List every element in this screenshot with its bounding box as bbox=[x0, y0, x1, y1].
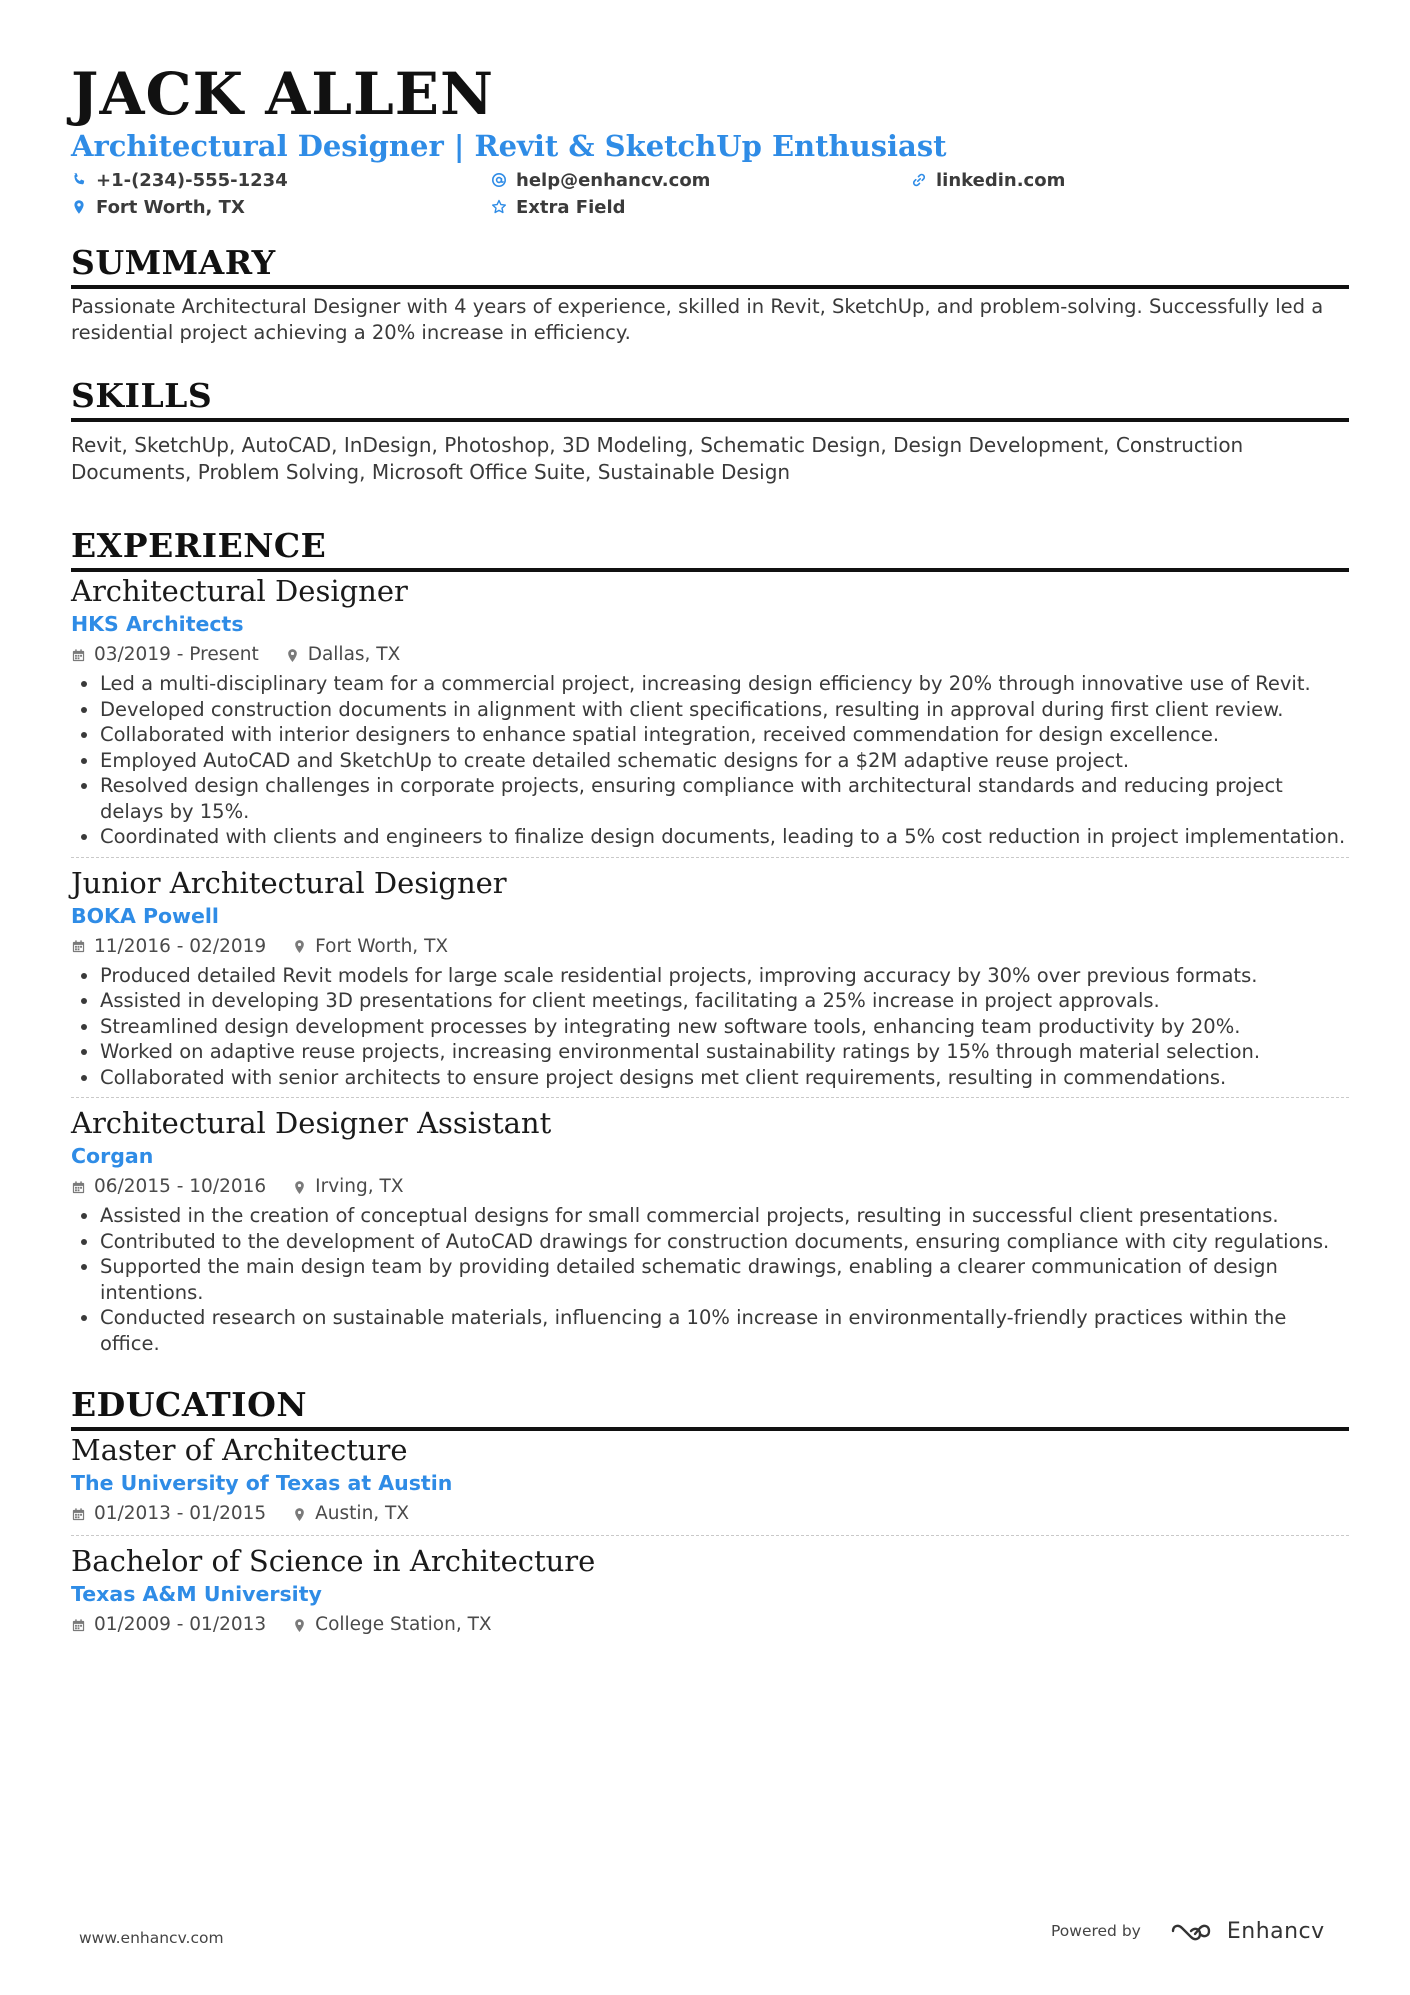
entry-meta bbox=[71, 1611, 1349, 1639]
company-name[interactable]: BOKA Powell bbox=[71, 903, 219, 928]
phone-icon bbox=[71, 172, 89, 190]
bullet-item: • Contributed to the development of AutoCAD drawings for construction documents, ensuring compliance with city regulations. bbox=[100, 1229, 1349, 1255]
bullet-item: • Streamlined design development processes by integrating new software tools, enhancing team productivity by 20%. bbox=[100, 1014, 1349, 1040]
linkedin[interactable]: linkedin.com bbox=[911, 170, 1331, 192]
education-list bbox=[71, 1431, 1349, 1646]
entry-meta bbox=[71, 933, 1349, 961]
experience-section bbox=[71, 526, 1349, 1363]
entry-dates: 01/2013 - 01/2015 bbox=[94, 1503, 267, 1524]
footer-branding bbox=[1051, 1918, 1325, 1944]
summary-section bbox=[71, 243, 1349, 346]
entry-location: Irving, TX bbox=[315, 1176, 404, 1197]
bullet-item: • Produced detailed Revit models for large scale residential projects, improving accuracy by 30% over previous formats. bbox=[100, 963, 1349, 989]
bullet-item: • Conducted research on sustainable materials, influencing a 10% increase in environmentally-friendly practices within the office. bbox=[100, 1305, 1349, 1356]
experience-entry bbox=[71, 572, 1349, 857]
section-title: SUMMARY bbox=[71, 243, 1349, 289]
bullet-item: • Assisted in developing 3D presentations for client meetings, facilitating a 25% increase in project approvals. bbox=[100, 988, 1349, 1014]
map-pin-icon bbox=[292, 1618, 307, 1633]
bullet-item: • Supported the main design team by providing detailed schematic drawings, enabling a clearer communication of design intentions. bbox=[100, 1254, 1349, 1305]
bullet-item: • Assisted in the creation of conceptual designs for small commercial projects, resulting in successful client presentations. bbox=[100, 1203, 1349, 1229]
bullet-item: • Led a multi-disciplinary team for a commercial project, increasing design efficiency by 20% through innovative use of Revit. bbox=[100, 671, 1349, 697]
entry-meta bbox=[71, 1173, 1349, 1201]
entry-location: College Station, TX bbox=[315, 1614, 492, 1635]
star-icon bbox=[491, 199, 509, 217]
map-pin-icon bbox=[285, 648, 300, 663]
bullet-item: • Resolved design challenges in corporate projects, ensuring compliance with architectural standards and reducing project delays by 15%. bbox=[100, 773, 1349, 824]
bullet-list bbox=[71, 1203, 1349, 1356]
entry-dates: 11/2016 - 02/2019 bbox=[94, 935, 267, 957]
degree-title: Master of Architecture bbox=[71, 1433, 408, 1467]
job-title: Architectural Designer Assistant bbox=[71, 1106, 552, 1140]
entry-dates: 06/2015 - 10/2016 bbox=[94, 1176, 267, 1197]
calendar-icon bbox=[71, 648, 86, 663]
summary-text: Passionate Architectural Designer with 4 years of experience, skilled in Revit, SketchUp, and problem-solving. Successfully led a residential project achieving a 20% increase in efficiency. bbox=[71, 295, 1324, 344]
experience-entry bbox=[71, 1097, 1349, 1363]
map-pin-icon bbox=[292, 1180, 307, 1195]
entry-dates: 01/2009 - 01/2013 bbox=[94, 1614, 267, 1635]
school-name[interactable]: Texas A&M University bbox=[71, 1582, 322, 1606]
calendar-icon bbox=[71, 1618, 86, 1633]
brand-logo[interactable]: Enhancv bbox=[1169, 1918, 1325, 1944]
map-pin-icon bbox=[292, 939, 307, 954]
company-name[interactable]: Corgan bbox=[71, 1144, 154, 1168]
bullet-list bbox=[71, 671, 1349, 850]
calendar-icon bbox=[71, 1180, 86, 1195]
skills-text: Revit, SketchUp, AutoCAD, InDesign, Photoshop, 3D Modeling, Schematic Design, Design Development, Construction Documents, Problem Solving, Microsoft Office Suite, Sustainable Design bbox=[71, 433, 1244, 484]
entry-location: Austin, TX bbox=[315, 1503, 410, 1524]
bullet-item: • Collaborated with senior architects to ensure project designs met client requirements, resulting in commendations. bbox=[100, 1065, 1349, 1091]
map-pin-icon bbox=[292, 1507, 307, 1522]
resume-page bbox=[71, 60, 1349, 1646]
education-entry bbox=[71, 1535, 1349, 1646]
section-title: EXPERIENCE bbox=[71, 526, 1349, 572]
job-title: Architectural Designer bbox=[71, 574, 408, 608]
bullet-list bbox=[71, 963, 1349, 1091]
calendar-icon bbox=[71, 939, 86, 954]
candidate-name: JACK ALLEN bbox=[71, 60, 494, 128]
entry-dates: 03/2019 - Present bbox=[94, 644, 259, 665]
bullet-item: • Coordinated with clients and engineers to finalize design documents, leading to a 5% cost reduction in project implementation. bbox=[100, 824, 1349, 850]
skills-section bbox=[71, 376, 1349, 486]
contact-info bbox=[71, 170, 1349, 219]
entry-location: Dallas, TX bbox=[307, 644, 401, 665]
link-icon bbox=[911, 172, 929, 190]
school-name[interactable]: The University of Texas at Austin bbox=[71, 1471, 453, 1495]
headline: Architectural Designer | Revit & SketchUp Enthusiast bbox=[71, 129, 947, 163]
education-entry bbox=[71, 1431, 1349, 1535]
entry-meta bbox=[71, 641, 1349, 669]
section-title: SKILLS bbox=[71, 376, 1349, 422]
footer-website[interactable]: www.enhancv.com bbox=[79, 1929, 224, 1947]
entry-meta bbox=[71, 1500, 1349, 1528]
bullet-item: • Collaborated with interior designers to enhance spatial integration, received commendation for design excellence. bbox=[100, 722, 1349, 748]
experience-entry bbox=[71, 857, 1349, 1098]
location: Fort Worth, TX bbox=[71, 197, 491, 219]
bullet-item: • Developed construction documents in alignment with client specifications, resulting in approval during first client review. bbox=[100, 697, 1349, 723]
degree-title: Bachelor of Science in Architecture bbox=[71, 1544, 596, 1578]
job-title: Junior Architectural Designer bbox=[71, 865, 507, 900]
entry-location: Fort Worth, TX bbox=[315, 935, 449, 957]
company-name[interactable]: HKS Architects bbox=[71, 612, 244, 636]
bullet-item: • Worked on adaptive reuse projects, increasing environmental sustainability ratings by 15% through material selection. bbox=[100, 1039, 1349, 1065]
powered-by-label: Powered by bbox=[1051, 1922, 1141, 1940]
section-title: EDUCATION bbox=[71, 1385, 1349, 1431]
enhancv-logo-icon bbox=[1169, 1918, 1217, 1944]
education-section bbox=[71, 1385, 1349, 1646]
experience-list bbox=[71, 572, 1349, 1363]
map-pin-icon bbox=[71, 199, 89, 217]
email[interactable]: help@enhancv.com bbox=[491, 170, 911, 192]
calendar-icon bbox=[71, 1507, 86, 1522]
at-icon bbox=[491, 172, 509, 190]
phone[interactable]: +1-(234)-555-1234 bbox=[71, 170, 491, 192]
bullet-item: • Employed AutoCAD and SketchUp to create detailed schematic designs for a $2M adaptive reuse project. bbox=[100, 748, 1349, 774]
extra-field: Extra Field bbox=[491, 197, 911, 219]
